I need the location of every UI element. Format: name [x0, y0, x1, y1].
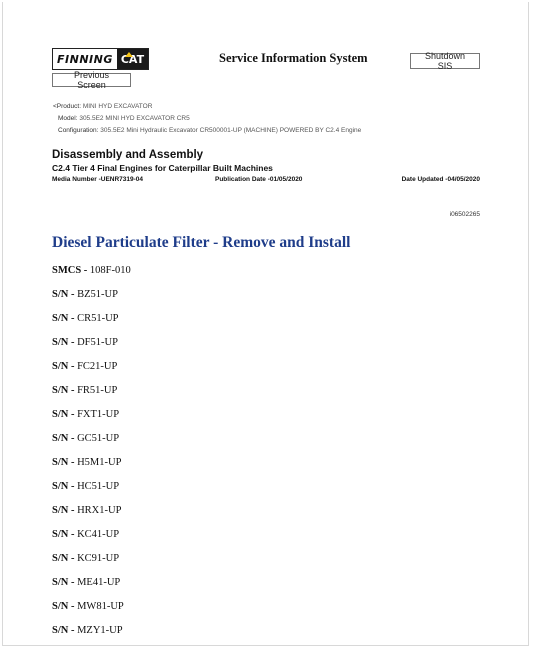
serial-label: S/N - [52, 313, 75, 324]
serial-number-row [52, 553, 119, 564]
serial-number-row [52, 313, 119, 324]
serial-number-row [52, 361, 117, 372]
serial-number-row [52, 409, 119, 420]
serial-label: S/N - [52, 505, 75, 516]
subsection-heading: C2.4 Tier 4 Final Engines for Caterpillar Built Machines [52, 163, 273, 173]
config-value: 305.5E2 Mini Hydraulic Excavator CR500001-UP (MACHINE) POWERED BY C2.4 Engine [100, 127, 362, 134]
serial-number-row [52, 385, 117, 396]
serial-number-row [52, 601, 124, 612]
serial-number-row [52, 529, 119, 540]
reference-id: i06502265 [449, 211, 480, 218]
serial-label: S/N - [52, 625, 75, 636]
model-value: 305.5E2 MINI HYD EXCAVATOR CR5 [79, 115, 190, 122]
serial-label: S/N - [52, 385, 75, 396]
serial-label: S/N - [52, 433, 75, 444]
serial-value: BZ51-UP [77, 289, 118, 300]
serial-value: FR51-UP [77, 385, 118, 396]
serial-label: S/N - [52, 481, 75, 492]
serial-label: S/N - [52, 457, 75, 468]
serial-value: KC41-UP [77, 529, 120, 540]
page-title: Diesel Particulate Filter - Remove and Install [52, 234, 351, 251]
serial-value: MW81-UP [77, 601, 124, 612]
cat-badge: CAT [117, 49, 148, 69]
app-title: Service Information System [219, 51, 368, 65]
serial-value: ME41-UP [77, 577, 121, 588]
serial-number-row [52, 577, 120, 588]
configuration-line [58, 127, 361, 134]
serial-value: KC91-UP [77, 553, 120, 564]
smcs-line [52, 265, 131, 276]
serial-label: S/N - [52, 337, 75, 348]
model-label: Model: [58, 115, 78, 122]
smcs-value: 108F-010 [89, 265, 131, 276]
serial-number-row [52, 625, 123, 636]
serial-label: S/N - [52, 577, 75, 588]
publication-date: Publication Date -01/05/2020 [215, 176, 303, 183]
serial-number-row [52, 481, 119, 492]
serial-label: S/N - [52, 409, 75, 420]
serial-value: MZY1-UP [77, 625, 123, 636]
config-label: Configuration: [58, 127, 99, 134]
serial-value: FXT1-UP [77, 409, 120, 420]
product-label: <Product: [53, 103, 82, 110]
serial-value: FC21-UP [77, 361, 118, 372]
media-number: Media Number -UENR7319-04 [52, 176, 144, 183]
serial-value: GC51-UP [77, 433, 120, 444]
serial-number-row [52, 337, 118, 348]
serial-label: S/N - [52, 361, 75, 372]
serial-value: H5M1-UP [77, 457, 122, 468]
serial-label: S/N - [52, 553, 75, 564]
smcs-label: SMCS - [52, 265, 88, 276]
shutdown-sis-button[interactable]: Shutdown SIS [410, 53, 480, 69]
serial-value: HC51-UP [77, 481, 120, 492]
serial-label: S/N - [52, 289, 75, 300]
page-frame [2, 2, 529, 646]
serial-number-row [52, 505, 121, 516]
serial-number-row [52, 457, 121, 468]
product-value: MINI HYD EXCAVATOR [82, 103, 153, 110]
serial-number-row [52, 433, 119, 444]
serial-label: S/N - [52, 601, 75, 612]
product-line [53, 103, 152, 110]
serial-value: HRX1-UP [77, 505, 122, 516]
date-updated: Date Updated -04/05/2020 [401, 176, 480, 183]
serial-label: S/N - [52, 529, 75, 540]
serial-number-row [52, 289, 118, 300]
logo-text: FINNING [57, 52, 113, 66]
finning-cat-logo [52, 48, 149, 70]
model-line [58, 115, 190, 122]
serial-value: CR51-UP [77, 313, 119, 324]
serial-value: DF51-UP [77, 337, 118, 348]
previous-screen-button[interactable]: Previous Screen [52, 73, 131, 87]
section-heading: Disassembly and Assembly [52, 149, 204, 161]
